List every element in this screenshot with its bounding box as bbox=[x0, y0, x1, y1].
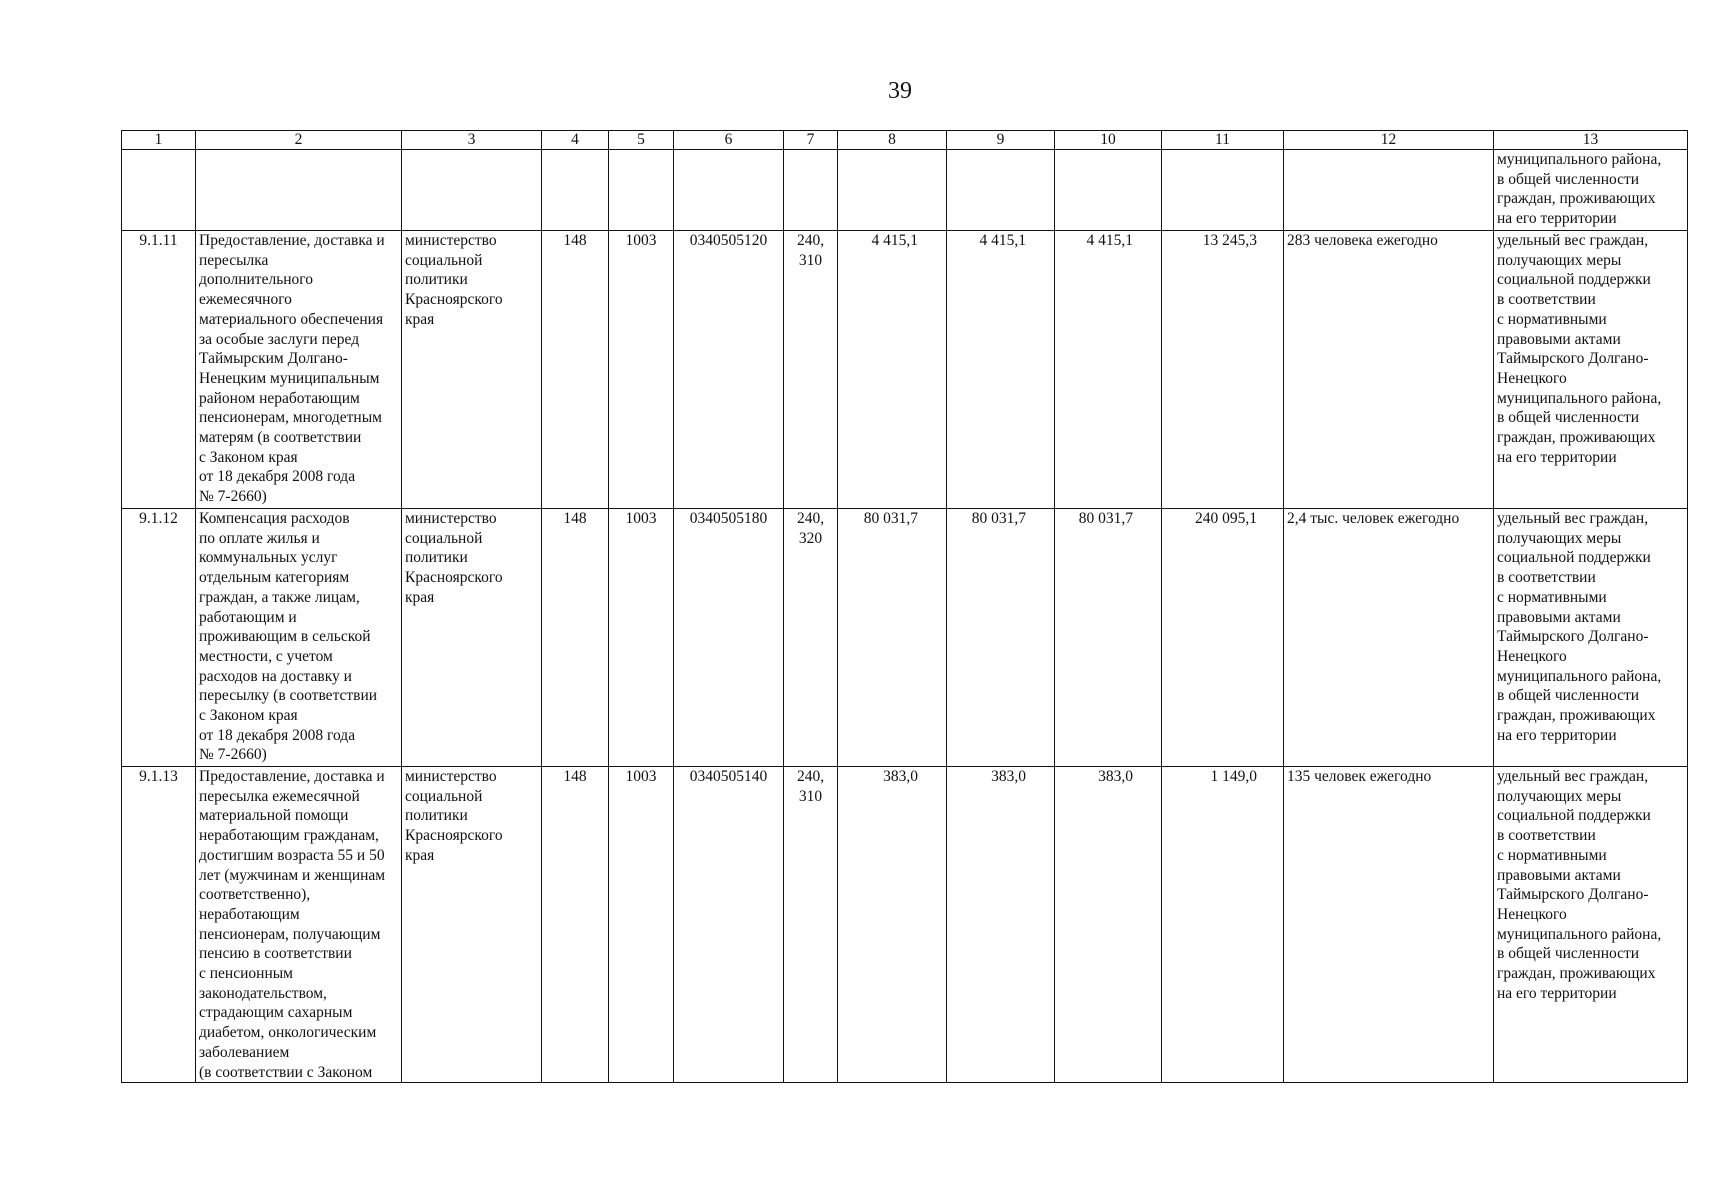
cell-csr: 0340505180 bbox=[674, 509, 784, 767]
cell-year3: 4 415,1 bbox=[1055, 231, 1162, 509]
cell-code: 9.1.12 bbox=[122, 509, 196, 767]
cell-year1: 383,0 bbox=[838, 767, 947, 1083]
col-header-4: 4 bbox=[542, 131, 609, 150]
cell-year2: 80 031,7 bbox=[947, 509, 1055, 767]
cell-description: Компенсация расходов по оплате жилья и коммунальных услуг отдельным категориям граждан, а также лицам, работающим и проживающим в сельской местности, с учетом расходов на доставку и пересылку (в соответствии с Законом края от 18 декабря 2008 года № 7-2660) bbox=[196, 509, 402, 767]
col-header-6: 6 bbox=[674, 131, 784, 150]
col-header-12: 12 bbox=[1284, 131, 1494, 150]
col-header-9: 9 bbox=[947, 131, 1055, 150]
cell-rzpr: 1003 bbox=[609, 231, 674, 509]
cell-executor: министерство социальной политики Красноярского края bbox=[402, 767, 542, 1083]
cell-indicator-continued: муниципального района, в общей численности граждан, проживающих на его территории bbox=[1494, 150, 1688, 231]
cell-rzpr: 1003 bbox=[609, 509, 674, 767]
cell-indicator: удельный вес граждан, получающих меры социальной поддержки в соответствии с нормативными правовыми актами Таймырского Долгано- Ненецкого муниципального района, в общей численности граждан, проживающих на его территории bbox=[1494, 231, 1688, 509]
col-header-13: 13 bbox=[1494, 131, 1688, 150]
cell-empty bbox=[402, 150, 542, 231]
page-number: 39 bbox=[888, 78, 912, 104]
cell-grbs: 148 bbox=[542, 509, 609, 767]
cell-indicator: удельный вес граждан, получающих меры социальной поддержки в соответствии с нормативными правовыми актами Таймырского Долгано- Ненецкого муниципального района, в общей численности граждан, проживающих на его территории bbox=[1494, 767, 1688, 1083]
column-number-header-row bbox=[122, 131, 1688, 150]
col-header-10: 10 bbox=[1055, 131, 1162, 150]
cell-empty bbox=[542, 150, 609, 231]
cell-total: 13 245,3 bbox=[1162, 231, 1284, 509]
cell-description: Предоставление, доставка и пересылка ежемесячной материальной помощи неработающим гражданам, достигшим возраста 55 и 50 лет (мужчинам и женщинам соответственно), неработающим пенсионерам, получающим пенсию в соответствии с пенсионным законодательством, страдающим сахарным диабетом, онкологическим заболеванием (в соответствии с Законом bbox=[196, 767, 402, 1083]
continued-row bbox=[122, 150, 1688, 231]
col-header-2: 2 bbox=[196, 131, 402, 150]
col-header-11: 11 bbox=[1162, 131, 1284, 150]
cell-year2: 383,0 bbox=[947, 767, 1055, 1083]
cell-empty bbox=[122, 150, 196, 231]
cell-executor: министерство социальной политики Красноярского края bbox=[402, 231, 542, 509]
cell-result: 2,4 тыс. человек ежегодно bbox=[1284, 509, 1494, 767]
cell-grbs: 148 bbox=[542, 231, 609, 509]
col-header-3: 3 bbox=[402, 131, 542, 150]
table-row bbox=[122, 767, 1688, 1083]
cell-year3: 80 031,7 bbox=[1055, 509, 1162, 767]
cell-empty bbox=[1055, 150, 1162, 231]
col-header-1: 1 bbox=[122, 131, 196, 150]
cell-year1: 4 415,1 bbox=[838, 231, 947, 509]
cell-empty bbox=[1284, 150, 1494, 231]
cell-empty bbox=[1162, 150, 1284, 231]
cell-grbs: 148 bbox=[542, 767, 609, 1083]
cell-empty bbox=[947, 150, 1055, 231]
cell-vr: 240, 310 bbox=[784, 767, 838, 1083]
table-row bbox=[122, 231, 1688, 509]
cell-csr: 0340505140 bbox=[674, 767, 784, 1083]
cell-vr: 240, 310 bbox=[784, 231, 838, 509]
col-header-5: 5 bbox=[609, 131, 674, 150]
cell-year1: 80 031,7 bbox=[838, 509, 947, 767]
cell-total: 240 095,1 bbox=[1162, 509, 1284, 767]
cell-code: 9.1.13 bbox=[122, 767, 196, 1083]
cell-empty bbox=[784, 150, 838, 231]
col-header-8: 8 bbox=[838, 131, 947, 150]
col-header-7: 7 bbox=[784, 131, 838, 150]
cell-description: Предоставление, доставка и пересылка дополнительного ежемесячного материального обеспечения за особые заслуги перед Таймырским Долгано- Ненецким муниципальным районом неработающим пенсионерам, многодетным матерям (в соответствии с Законом края от 18 декабря 2008 года № 7-2660) bbox=[196, 231, 402, 509]
cell-total: 1 149,0 bbox=[1162, 767, 1284, 1083]
cell-csr: 0340505120 bbox=[674, 231, 784, 509]
cell-indicator: удельный вес граждан, получающих меры социальной поддержки в соответствии с нормативными правовыми актами Таймырского Долгано- Ненецкого муниципального района, в общей численности граждан, проживающих на его территории bbox=[1494, 509, 1688, 767]
cell-empty bbox=[674, 150, 784, 231]
cell-code: 9.1.11 bbox=[122, 231, 196, 509]
table-row bbox=[122, 509, 1688, 767]
cell-rzpr: 1003 bbox=[609, 767, 674, 1083]
program-measures-table bbox=[121, 130, 1688, 1083]
cell-year3: 383,0 bbox=[1055, 767, 1162, 1083]
cell-vr: 240, 320 bbox=[784, 509, 838, 767]
cell-result: 135 человек ежегодно bbox=[1284, 767, 1494, 1083]
cell-executor: министерство социальной политики Красноярского края bbox=[402, 509, 542, 767]
cell-empty bbox=[609, 150, 674, 231]
cell-year2: 4 415,1 bbox=[947, 231, 1055, 509]
cell-empty bbox=[838, 150, 947, 231]
cell-result: 283 человека ежегодно bbox=[1284, 231, 1494, 509]
cell-empty bbox=[196, 150, 402, 231]
